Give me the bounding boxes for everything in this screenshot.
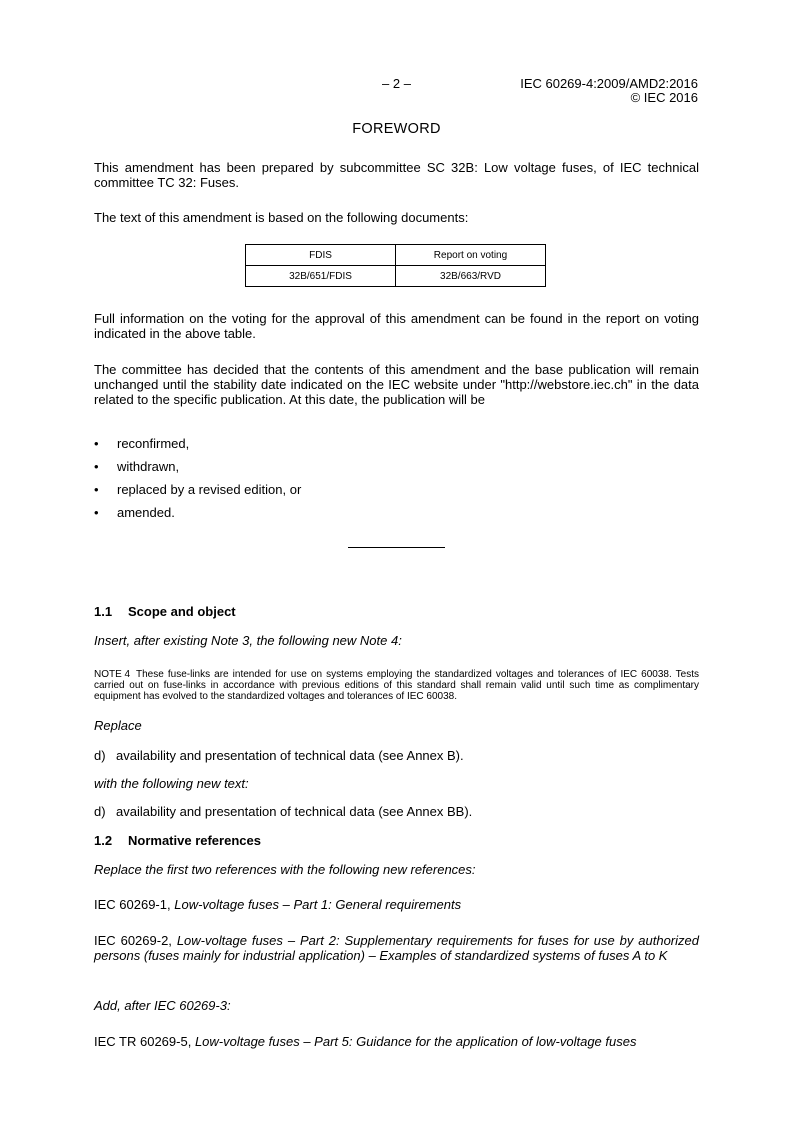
- reference-iec-60269-1: IEC 60269-1, Low-voltage fuses – Part 1: General requirements: [94, 897, 462, 912]
- document-id: IEC 60269-4:2009/AMD2:2016: [520, 76, 698, 91]
- bullet-icon: •: [94, 459, 99, 474]
- bullet-icon: •: [94, 482, 99, 497]
- documents-table: [245, 244, 546, 287]
- bullet-icon: •: [94, 505, 99, 520]
- note-4: [94, 669, 699, 702]
- new-item-d: d) availability and presentation of technical data (see Annex BB).: [94, 804, 473, 819]
- section-heading-normative-references: 1.2 Normative references: [94, 833, 261, 848]
- old-item-d: d) availability and presentation of technical data (see Annex B).: [94, 748, 464, 763]
- table-cell: 32B/651/FDIS: [246, 266, 396, 287]
- copyright-line: © IEC 2016: [630, 90, 698, 105]
- table-header-cell: Report on voting: [396, 245, 546, 266]
- page-number: – 2 –: [382, 76, 411, 91]
- table-cell: 32B/663/RVD: [396, 266, 546, 287]
- foreword-paragraph-1: This amendment has been prepared by subcommittee SC 32B: Low voltage fuses, of IEC technical committee TC 32: Fuses.: [94, 160, 699, 190]
- instruction-insert-note: Insert, after existing Note 3, the following new Note 4:: [94, 633, 402, 648]
- running-header: [520, 77, 698, 105]
- list-item: • replaced by a revised edition, or: [94, 482, 302, 497]
- list-item: • amended.: [94, 505, 175, 520]
- reference-iec-60269-2: IEC 60269-2, Low-voltage fuses – Part 2: Supplementary requirements for fuses for use by authorized persons (fuses mainly for industrial application) – Examples of standardized systems of fuses A to K: [94, 933, 699, 963]
- bullet-icon: •: [94, 436, 99, 451]
- note-text: These fuse-links are intended for use on systems employing the standardized voltages and tolerances of IEC 60038. Tests carried out on fuse-links in accordance with previous editions of this standard shall remain valid until such time as complimentary equipment has evolved to the standardized voltages and tolerances of IEC 60038.: [94, 669, 699, 702]
- section-heading-scope: 1.1 Scope and object: [94, 604, 236, 619]
- list-item: • reconfirmed,: [94, 436, 190, 451]
- publication-status-list: [94, 436, 301, 528]
- note-label: NOTE 4: [94, 669, 131, 680]
- foreword-title: FOREWORD: [352, 121, 441, 137]
- list-item: • withdrawn,: [94, 459, 180, 474]
- foreword-paragraph-3: Full information on the voting for the approval of this amendment can be found in the report on voting indicated in the above table.: [94, 311, 699, 341]
- instruction-add-reference: Add, after IEC 60269-3:: [94, 998, 231, 1013]
- section-divider: [348, 547, 445, 548]
- table-header-cell: FDIS: [246, 245, 396, 266]
- foreword-paragraph-2: The text of this amendment is based on the following documents:: [94, 210, 469, 225]
- instruction-replace: Replace: [94, 718, 142, 733]
- table-header-row: [246, 245, 546, 266]
- instruction-replace-references: Replace the first two references with the following new references:: [94, 862, 476, 877]
- reference-iec-tr-60269-5: IEC TR 60269-5, Low-voltage fuses – Part 5: Guidance for the application of low-voltage fuses: [94, 1034, 637, 1049]
- foreword-paragraph-4: The committee has decided that the contents of this amendment and the base publication will remain unchanged until the stability date indicated on the IEC website under "http://webstore.iec.ch" in the data related to the specific publication. At this date, the publication will be: [94, 362, 699, 407]
- table-row: [246, 266, 546, 287]
- instruction-with-new-text: with the following new text:: [94, 776, 249, 791]
